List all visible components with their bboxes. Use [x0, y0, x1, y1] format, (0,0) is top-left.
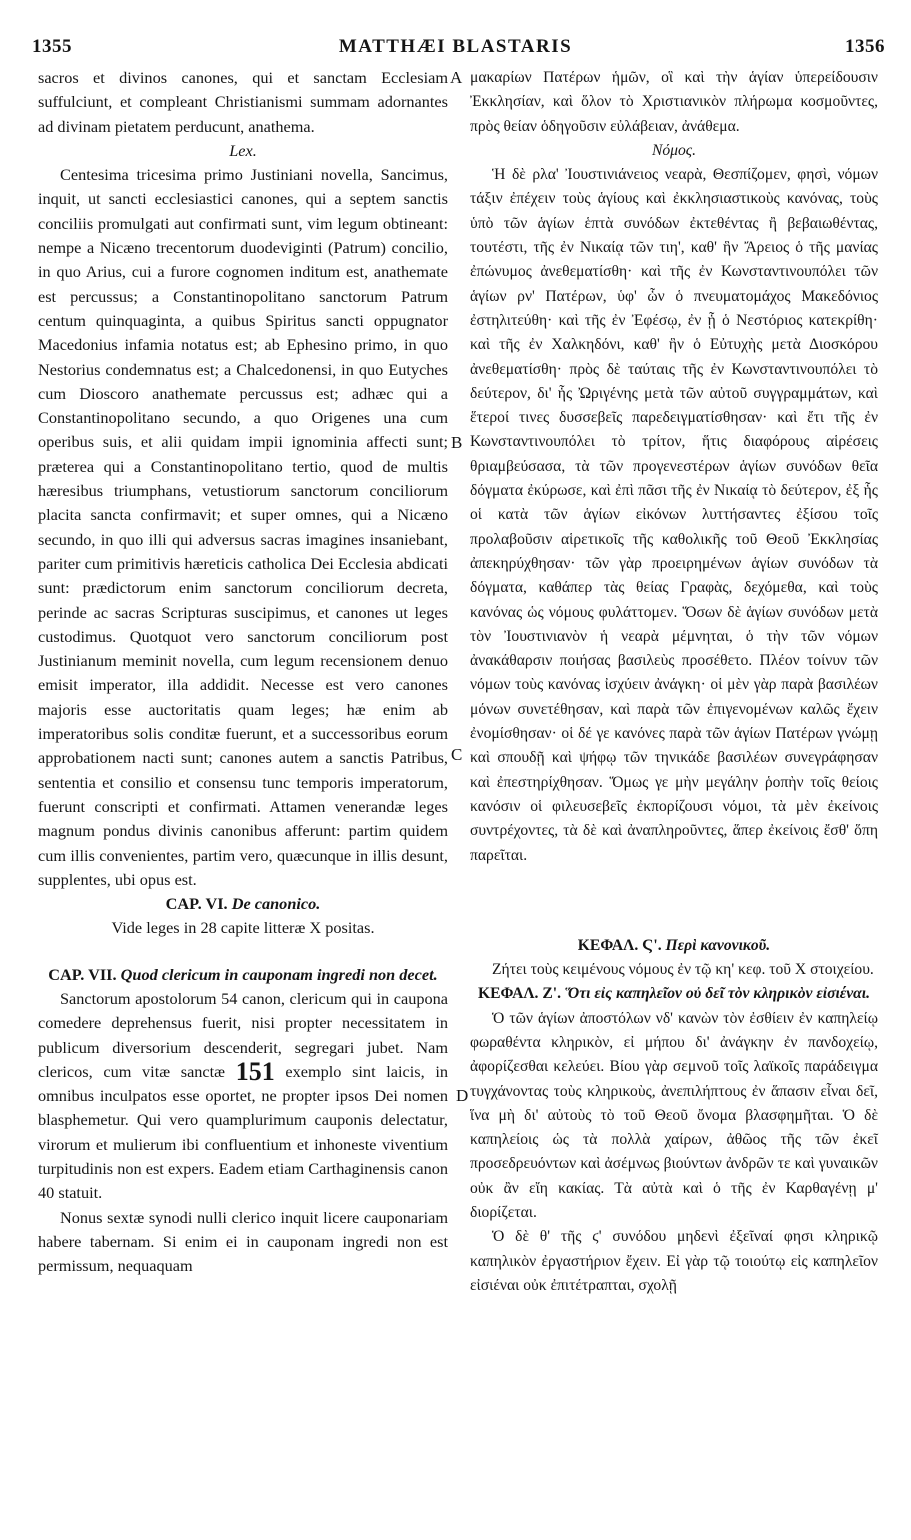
lex-heading: Lex. — [229, 140, 257, 160]
running-title: MATTHÆI BLASTARIS — [338, 36, 573, 57]
cap6-subject: De canonico. — [231, 894, 321, 914]
cap6-number: CAP. VI. — [165, 894, 228, 914]
kef7-paragraph-1: Ὁ τῶν ἁγίων ἀποστόλων νδ' κανὼν τὸν ἐσθίειν ἐν καπηλείῳ φωραθέντα κληρικὸν, εἰ μήπου δι' ἀνάγκην ἐν πανδοχείῳ, ἀφορίζεσθαι κελεύει. Βίου γὰρ σεμνοῦ τοῖς λαϊκοῖς παράδειγμα τυγχάνοντας τοὺς κληρικοὺς, ἀνεπιλήπτους ἐν ἅπασιν εἶναι δεῖ, ἵνα μὴ δι' αὐτοὺς τὸ τοῦ Θεοῦ ὄνομα βλασφημῆται. Ὁ δὲ καπηλείοις ὡς τὰ πολλὰ χαίρων, ἀθῶος τῆς τῶν ἐκεῖ προσεδρευόντων καὶ ἀσέμνως βιούντων ἀνδρῶν τε καὶ γυναικῶν οὐκ ἂν εἴη κακίας. Τὰ αὐτὰ καὶ ὁ τῆς ἐν Καρθαγένῃ μ' διορίζεται. — [470, 1009, 878, 1222]
cap7-number: CAP. VII. — [48, 964, 117, 984]
margin-marker-c: C — [451, 745, 463, 764]
kef6-number: ΚΕΦΑΛ. Ϛ'. — [577, 936, 662, 954]
cap7-text-2: exemplo sint laicis, in omnibus inculpatos esse oportet, ne propter ipsos Dei nomen blasphemetur. Qui vero quamplurimum cauponis delectatur, virorum et mulierum ibi confluentium et inhoneste viventium turpitudinis non est expers. Eadem etiam Carthaginensis canon 40 statuit. — [38, 1061, 448, 1203]
cap7-paragraph-1 — [38, 987, 448, 1206]
margin-marker-b: B — [451, 433, 463, 452]
kef7-number: ΚΕΦΑΛ. Ζ'. — [478, 985, 561, 1003]
kef7-subject: Ὅτι εἰς καπηλεῖον οὐ δεῖ τὸν κληρικὸν εἰσιέναι. — [564, 985, 870, 1003]
page-number-right: 1356 — [845, 36, 885, 57]
page-number-left: 1355 — [32, 36, 72, 57]
kef6-subject: Περὶ κανονικοῦ. — [665, 936, 771, 954]
nomos-heading: Νόμος. — [651, 141, 697, 159]
margin-marker-d: D — [456, 1086, 469, 1105]
cap6-text: Vide leges in 28 capite litteræ X positas. — [111, 918, 375, 938]
greek-intro: μακαρίων Πατέρων ἡμῶν, οἳ καὶ τὴν ἁγίαν ὑπερείδουσιν Ἐκκλησίαν, καὶ ὅλον τὸ Χριστιανικὸν πλήρωμα κοσμοῦντες, πρὸς θείαν ὁδηγοῦσιν εὐλάβειαν, ἀνάθεμα. — [470, 69, 878, 135]
kef6-text: Ζήτει τοὺς κειμένους νόμους ἐν τῷ κη' κεφ. τοῦ Χ στοιχείου. — [492, 961, 874, 979]
column-number-151: 151 — [235, 1056, 275, 1086]
cap7-text-1: Sanctorum apostolorum 54 canon, clericum qui in caupona comedere deprehensus fuerit, nisi propter necessitatem in publicum diversorium descenderit, segregari jubet. Nam clericos, cum vitæ sanctæ — [38, 988, 448, 1081]
kef7-paragraph-2: Ὁ δὲ θ' τῆς ϛ' συνόδου μηδενὶ ἐξεῖναί φησι κληρικῷ καπηλικὸν ἐργαστήριον ἔχειν. Εἰ γὰρ τῷ τοιούτῳ εἰς καπηλεῖον εἰσιέναι οὐκ ἐπιτέτραπται, σχολῇ — [470, 1228, 878, 1294]
kef7-title — [470, 982, 878, 1006]
greek-column — [470, 66, 878, 1298]
latin-column — [38, 66, 448, 1279]
latin-intro: sacros et divinos canones, qui et sanctam Ecclesiam suffulciunt, et compleant Christianismi summam adornantes ad divinam pietatem perducunt, anathema. — [38, 68, 448, 136]
kef6-title — [470, 934, 878, 958]
cap7-paragraph-2: Nonus sextæ synodi nulli clerico inquit licere cauponariam habere tabernam. Si enim ei in cauponam ingredi non est permissum, nequaquam — [38, 1207, 448, 1276]
cap7-title — [38, 963, 448, 987]
cap7-subject: Quod clericum in cauponam ingredi non decet. — [120, 964, 438, 984]
cap6-title — [38, 892, 448, 916]
lex-paragraph: Centesima tricesima primo Justiniani novella, Sancimus, inquit, ut sancti ecclesiastici canones, qui a septem sanctis conciliis promulgati aut confirmati sunt, vim legum obtineant: nempe a Nicæno trecentorum duodeviginti (Patrum) concilio, in quo Arius, cui a furore cognomen inditum est, anathemate est percussus; a Constantinopolitano sanctorum Patrum centum quinquaginta, a quibus Spiritus sancti oppugnator Macedonius infamia notatus est; ab Ephesino primo, in quo Nestorius condemnatus est; a Chalcedonensi, in quo Eutyches cum Dioscoro anathemate percussus est; adhæc qui a Constantinopolitano secundo, a quo Origenes una cum operibus suis, et alii quidam impii ignominia affecti sunt; præterea qui a Constantinopolitano tertio, quod de multis hæresibus triumphans, vetustiorum sanctorum conciliorum placita sancta confirmavit; et super omnes, qui a Nicæno secundo, in quo illi qui adversus sacras imagines insaniebant, pariter cum primitivis hæreticis catholica Dei Ecclesia abdicati sunt: prædictorum enim sanctorum conciliorum decreta, perinde ac sacras Scripturas suscipimus, et canones ut leges custodimus. Quotquot vero sanctorum conciliorum post Justinianum meminit novella, cum legum recensionem denuo emisit imperator, illa addidit. Necesse est vero canones majoris esse auctoritatis quam leges; hæ enim ab imperatoribus solis conditæ fuerunt, et a successoribus eorum approbationem nacti sunt; canones autem a sanctis Patribus, sententia et consilio et consensu tunc temporis imperatorum, fuerunt conscripti et confirmati. Attamen venerandæ leges magnum pondus divinis canonibus afferunt: partim quidem cum illis convenientes, partim vero, quæcunque in illis desunt, supplentes, ubi opus est. — [38, 165, 448, 889]
margin-marker-a: A — [450, 68, 463, 87]
nomos-paragraph: Ἡ δὲ ρλα' Ἰουστινιάνειος νεαρὰ, Θεσπίζομεν, φησὶ, νόμων τάξιν ἐπέχειν τοὺς ἁγίους καὶ ἐκκλησιαστικοὺς κανόνας, τοὺς ὑπὸ τῶν ἁγίων ἑπτὰ συνόδων ἐκτεθέντας ἢ βεβαιωθέντας, τουτέστι, τῆς ἐν Νικαίᾳ τῶν τιη', καθ' ἣν Ἄρειος ὁ τῆς μανίας ἐπώνυμος ἀνεθεματίσθη· καὶ τῆς ἐν Κωνσταντινουπόλει τῶν ἁγίων ρν' Πατέρων, ὑφ' ὧν ὁ πνευματομάχος Μακεδόνιος ἐστηλιτεύθη· καὶ τῆς ἐν Ἐφέσῳ, ἐν ᾗ ὁ Νεστόριος κατεκρίθη· καὶ τῆς ἐν Χαλκηδόνι, καθ' ἣν ὁ Εὐτυχὴς μετὰ Διοσκόρου ἀνεθεματίσθη· πρὸς δὲ ταύταις τῆς ἐν Κωνσταντινουπόλει τὸ δεύτερον, δι' ἧς Ὠριγένης μετὰ τῶν αὐτοῦ συγγραμμάτων, καὶ ἕτεροί τινες δυσσεβεῖς παρεδειγματίσθησαν· καὶ ἔτι τῆς ἐν Κωνσταντινουπόλει τὸ τρίτον, ἥτις διαφόρους αἱρέσεις θριαμβεύσασα, τὰ τῶν προγενεστέρων ἁγίων συνόδων θεῖα δόγματα ἐκύρωσε, καὶ ἐπὶ πᾶσι τῆς ἐν Νικαίᾳ τὸ δεύτερον, ἐξ ἧς οἱ κατὰ τῶν ἁγίων εἰκόνων λυττήσαντες ἐξίσου τοῖς προλαβοῦσιν αἱρετικοῖς τῆς καθολικῆς τοῦ Θεοῦ Ἐκκλησίας ἀπεκηρύχθησαν· τῶν γὰρ προειρημένων ἁγίων συνόδων τὰ δόγματα, καθάπερ τὰς θείας Γραφὰς, δεχόμεθα, καὶ τοὺς κανόνας ὡς νόμους φυλάττομεν. Ὅσων δὲ ἁγίων συνόδων μετὰ τὸν Ἰουστινιανὸν ἡ νεαρὰ μέμνηται, ὁ τὴν τῶν νόμων ἀνακάθαρσιν ποιήσας βασιλεὺς προσέθετο. Πλέον τοίνυν τῶν νόμων τοὺς κανόνας ἰσχύειν ἀνάγκη· οἱ μὲν γὰρ παρὰ βασιλέων μόνων συνετέθησαν, καὶ παρὰ τῶν ἐπιγενομένων καλῶς ἔχειν ἐνομίσθησαν· οἱ δέ γε κανόνες παρὰ τῶν ἁγίων Πατέρων γνώμῃ καὶ σπουδῇ καὶ ψήφῳ τῶν τηνικάδε βασιλέων συνεγράφησαν καὶ ἐπεστηρίχθησαν. Ὅμως γε μὴν μεγάλην ῥοπὴν τοῖς θείοις κανόσιν οἱ φιλευσεβεῖς ἐκπορίζουσι νόμοι, τὰ μὲν ἐκείνοις συντρέχοντες, τὰ δὲ καὶ ἀναπληροῦντες, ἅπερ ἐκείνοις ἔσθ' ὅπη παρεῖται. — [470, 166, 878, 864]
